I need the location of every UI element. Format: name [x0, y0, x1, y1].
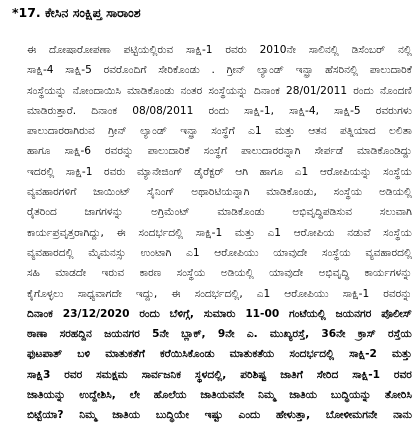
- section-heading: *17. ಕೇಸಿನ ಸಂಕ್ಷಿಪ್ತ ಸಾರಾಂಶ: [12, 5, 141, 20]
- text-line: ಕೈಗೊಳ್ಳಲು ಸಾಧ್ಯವಾಗದೇ ಇದ್ದು, ಈ ಸಂದರ್ಭದಲ್ಲಿ, ಎ1 ಆರೋಪಿಯು ಸಾಕ್ಷಿ-1 ರವರನ್ನು: [27, 287, 412, 300]
- text-line: ಕಾರ್ಯಪ್ರವೃತ್ತರಾಗಿದ್ದು, ಈ ಸಂದರ್ಭದಲ್ಲಿ ಸಾಕ್ಷಿ-1 ಮತ್ತು ಎ1 ಆರೋಪಿಯ ನಡುವೆ ಸಂಸ್ಥೆಯ: [27, 226, 412, 239]
- text-line: ಹಾಗೂ ಸಾಕ್ಷಿ-6 ರವರನ್ನು ಪಾಲುದಾರಿಕೆ ಸಂಸ್ಥೆಗೆ ಪಾಲುದಾರರನ್ನಾಗಿ ಸೇರ್ಪಡೆ ಮಾಡಿಕೊಂಡಿದ್ದು: [27, 145, 412, 158]
- case-summary-paragraph: [27, 40, 412, 426]
- text-line: ಜಾತಿಯನ್ನು ಉದ್ದೇಶಿಸಿ, ಲೇ ಹೊಲೆಯ ಜಾತಿಯವನೇ ನಿಮ್ಮ ಜಾತಿಯ ಬುದ್ಧಿಯನ್ನು ತೋರಿಸಿ: [27, 389, 412, 402]
- text-line: ಠಾಣಾ ಸರಹದ್ದಿನ ಜಯನಗರ 5ನೇ ಬ್ಲಾಕ್, 9ನೇ ಎ. ಮುಖ್ಯರಸ್ತೆ, 36ನೇ ಕ್ರಾಸ್ ರಸ್ತೆಯ: [27, 328, 412, 341]
- text-line: ಸಹಿ ಮಾಡದೇ ಇರುವ ಕಾರಣ ಸಂಸ್ಥೆಯ ಅಡಿಯಲ್ಲಿ ಯಾವುದೇ ಅಭಿವೃದ್ಧಿ ಕಾರ್ಯಗಳನ್ನು: [27, 267, 412, 280]
- text-line: ಬಿಟ್ಟೆಯಾ? ನಿಮ್ಮ ಜಾತಿಯ ಬುದ್ಧಿಯೇ ಇಷ್ಟು ಎಂದು ಹೇಳುತ್ತಾ, ಬೋಳೀಮಗನೇ ನಾನು: [27, 409, 412, 422]
- text-line: ಸಂಸ್ಥೆಯನ್ನು ನೋಂದಾಯಿಸಿ ಮಾಡಿಕೊಂಡು ನಂತರ ಸಂಸ್ಥೆಯನ್ನು ದಿನಾಂಕ 28/01/2011 ರಂದು ನೊಂದಣಿ: [27, 84, 412, 97]
- text-line: ಈ ದೋಷಾರೋಪಣಾ ಪಟ್ಟಿಯಲ್ಲಿರುವ ಸಾಕ್ಷಿ-1 ರವರು 2010ನೇ ಸಾಲಿನಲ್ಲಿ ಡಿಸೆಂಬರ್ ನಲ್ಲಿ: [27, 44, 412, 56]
- text-line: ವ್ಯವಹಾರಗಳಿಗೆ ಜಾಯಿಂಟ್ ಸೈನಿಂಗ್ ಅಥಾರಿಟಿಯನ್ನಾಗಿ ಮಾಡಿಕೊಂಡು, ಸಂಸ್ಥೆಯ ಅಡಿಯಲ್ಲಿ: [27, 186, 412, 199]
- text-line: ಸಾಕ್ಷಿ3 ರವರ ಸಮಕ್ಷಮ ಸಾರ್ವಜನಿಕ ಸ್ಥಳದಲ್ಲಿ, ಪರಿಶಿಷ್ಟ ಜಾತಿಗೆ ಸೇರಿದ ಸಾಕ್ಷಿ-1 ರವರ: [27, 368, 412, 381]
- text-line: ಫುಟಪಾತ್ ಬಳಿ ಮಾತುಕತೆಗೆ ಕರೆಯಿಸಿಕೊಂಡು ಮಾತುಕತೆಯ ಸಂದರ್ಭದಲ್ಲಿ ಸಾಕ್ಷಿ-2 ಮತ್ತು: [27, 348, 412, 361]
- text-line: ವ್ಯವಹಾರದಲ್ಲಿ ಮೈಮನಸ್ಸು ಉಂಟಾಗಿ ಎ1 ಆರೋಪಿಯು ಯಾವುದೇ ಸಂಸ್ಥೆಯ ವ್ಯವಹಾರದಲ್ಲಿ: [27, 246, 412, 259]
- text-line: ಮಾಡಿರುತ್ತಾರೆ. ದಿನಾಂಕ 08/08/2011 ರಂದು ಸಾಕ್ಷಿ-1, ಸಾಕ್ಷಿ-4, ಸಾಕ್ಷಿ-5 ರವರುಗಳು: [27, 104, 412, 117]
- text-line: ಸಾಕ್ಷಿ-4 ಸಾಕ್ಷಿ-5 ರವರೊಂದಿಗೆ ಸೇರಿಕೊಂಡು . ಗ್ರೀನ್ ಲ್ಯಾಂಡ್ ಇನ್ಫ್ರಾ ಹೆಸರಿನಲ್ಲಿ ಪಾಲುದಾರಿಕೆ: [27, 64, 412, 77]
- text-line: ರೈತರಿಂದ ಜಾಗಗಳನ್ನು ಅಗ್ರಿಮೆಂಟ್ ಮಾಡಿಕೊಂಡು ಅಭಿವೃದ್ಧಿಪಡಿಸುವ ಸಲುವಾಗಿ: [27, 206, 412, 219]
- text-line: ಪಾಲುದಾರರಾಗಿರುವ ಗ್ರೀನ್ ಲ್ಯಾಂಡ್ ಇನ್ಫ್ರಾ ಸಂಸ್ಥೆಗೆ ಎ1 ಮತ್ತು ಆತನ ಪತ್ನಿಯಾದ ಲಲಿತಾ: [27, 125, 412, 138]
- text-line: ಇದರಲ್ಲಿ ಸಾಕ್ಷಿ-1 ರವರು ಮ್ಯಾನೇಜಿಂಗ್ ಡೈರೆಕ್ಟರ್ ಆಗಿ ಹಾಗೂ ಎ1 ಆರೋಪಿಯನ್ನು ಸಂಸ್ಥೆಯ: [27, 165, 412, 178]
- text-line: ದಿನಾಂಕ 23/12/2020 ರಂದು ಬೆಳಿಗ್ಗೆ, ಸುಮಾರು 11-00 ಗಂಟೆಯಲ್ಲಿ ಜಯನಗರ ಪೊಲೀಸ್: [27, 307, 412, 320]
